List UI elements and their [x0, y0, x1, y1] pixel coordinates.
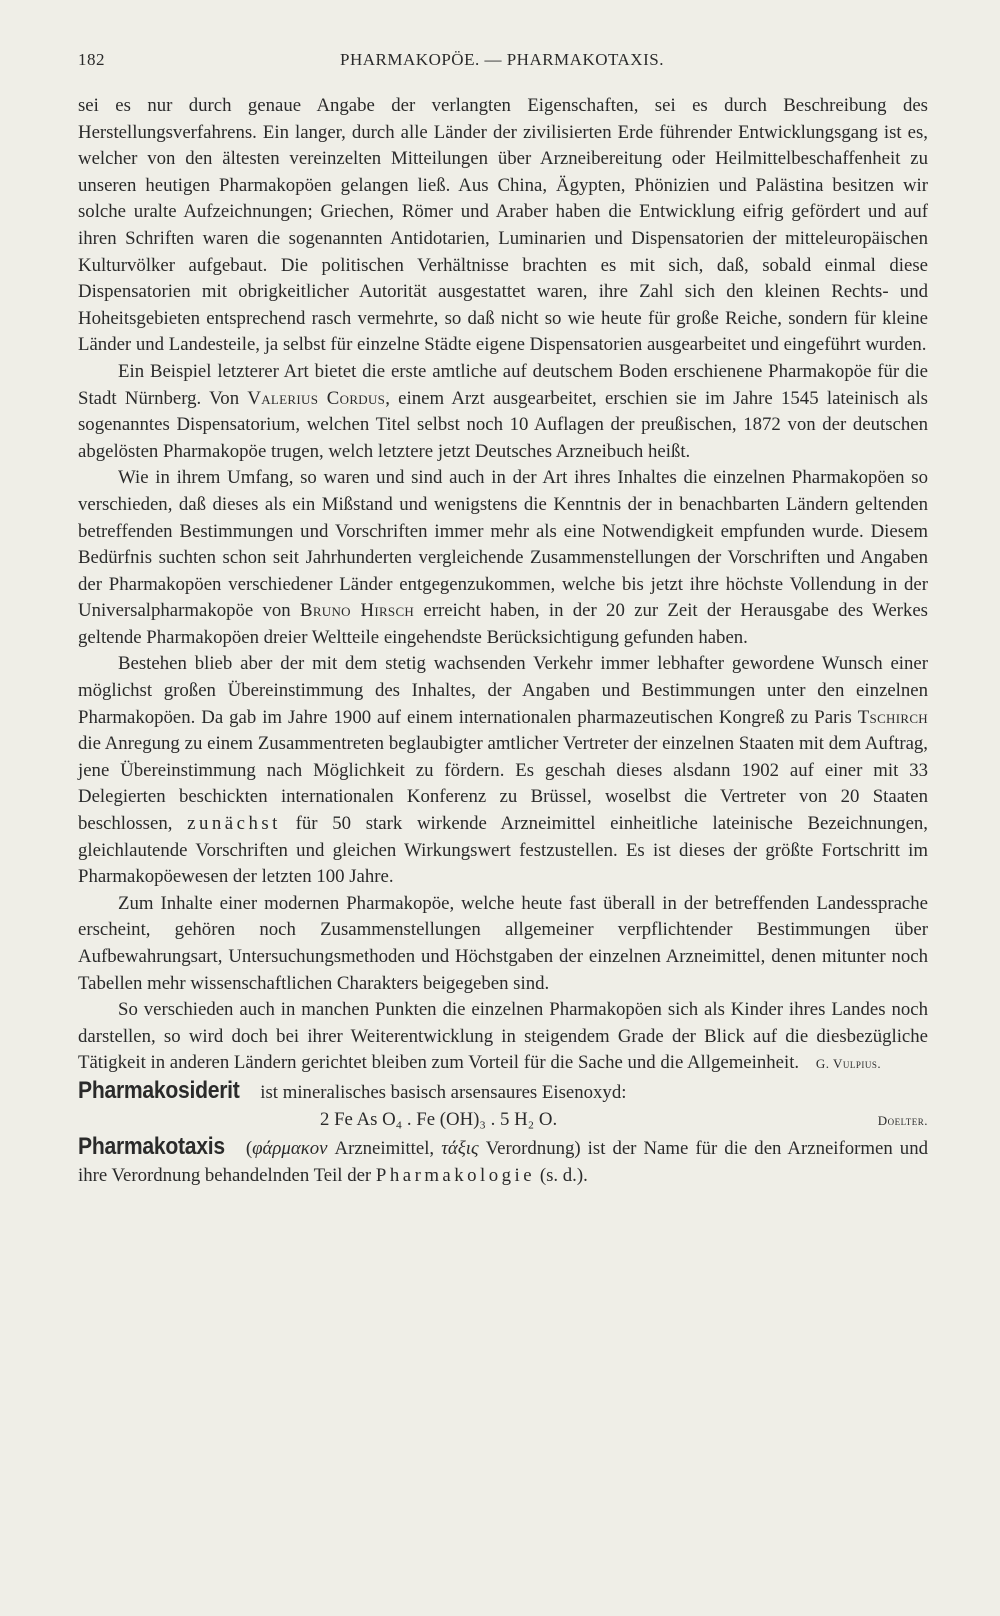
spaced-emphasis: zunächst	[187, 813, 281, 835]
entry-pharmakosiderit	[78, 1078, 928, 1107]
running-header	[78, 50, 926, 76]
paragraph-4-text-a: Bestehen blieb aber der mit dem stetig wachsenden Verkehr immer lebhafter gewordene Wunsch einer möglichst großen Übereinstimmung des Inhaltes, der Angaben und Bestimmungen unter den einzelnen Pharmakopöen. Da gab im Jahre 1900 auf einem internationalen pharmazeutischen Kongreß zu Paris	[78, 653, 928, 728]
paragraph-4	[78, 651, 928, 890]
person-name: Bruno Hirsch	[300, 600, 415, 622]
person-name: Tschirch	[857, 706, 928, 728]
paragraph-1-text: sei es nur durch genaue Angabe der verlangten Eigenschaften, sei es durch Beschreibung des Herstellungsverfahrens. Ein langer, durch alle Länder der zivilisierten Erde führender Entwicklungsgang ist es, welcher von den ältesten vereinzelten Mitteilungen über Arzneibereitung oder Heilmittelbeschaffenheit zu unseren heutigen Pharmakopöen gelangen ließ. Aus China, Ägypten, Phönizien und Palästina besitzen wir solche uralte Aufzeichnungen; Griechen, Römer und Araber haben die Entwicklung eifrig gefördert und auf ihren Schriften waren die sogenannten Antidotarien, Luminarien und Dispensatorien der mitteleuropäischen Kulturvölker aufgebaut. Die politischen Verhältnisse brachten es mit sich, daß, sobald einmal diese Dispensatorien mit obrigkeitlicher Autorität ausgestattet waren, ihre Zahl sich den kleinen Rechts- und Hoheitsgebieten entsprechend rasch vermehrte, so daß nicht so wie heute für große Reiche, sondern für kleine Länder und Landesteile, ja selbst für einzelne Städte eigene Dispensatorien ausgearbeitet und eingeführt wurden.	[78, 95, 928, 356]
chemical-formula: 2 Fe As O₄ . Fe (OH)₃ . 5 H₂ O.	[320, 1108, 558, 1130]
paragraph-5	[78, 891, 928, 997]
paragraph-3-text-a: Wie in ihrem Umfang, so waren und sind auch in der Art ihres Inhaltes die einzelnen Pharmakopöen so verschieden, daß dieses als ein Mißstand und wenigstens die Kenntnis der in benachbarten Ländern geltenden betreffenden Bestimmungen und Vorschriften immer mehr als eine Notwendigkeit empfunden wurde. Diesem Bedürfnis suchten schon seit Jahrhunderten vergleichende Zusammenstellungen der Vorschriften und Angaben der Pharmakopöen verschiedener Länder entgegenzukommen, welche bis jetzt ihre höchste Vollendung in der Universalpharmakopöe von	[78, 467, 928, 622]
greek-word: φάρμακον	[252, 1138, 328, 1160]
paragraph-5-text: Zum Inhalte einer modernen Pharmakopöe, welche heute fast überall in der betreffenden Landessprache erscheint, gehören noch Zusammenstellungen allgemeiner verpflichtender Bestimmungen über Aufbewahrungsart, Untersuchungsmethoden und Höchstgaben der einzelnen Arzneimittel, denen mitunter noch Tabellen mehr wissenschaftlichen Charakters beigegeben sind.	[78, 892, 928, 994]
entry-text: ist mineralisches basisch arsensaures Eisenoxyd:	[260, 1081, 627, 1103]
paragraph-6	[78, 997, 928, 1078]
greek-word: τάξις	[441, 1138, 479, 1160]
paragraph-4-text-c: für 50 stark wirkende Arzneimittel einheitliche lateinische Bezeichnungen, gleichlautende Vorschriften und gleichen Wirkungswert festzustellen. Es ist dieses der größte Fortschritt im Pharmakopöewesen der letzten 100 Jahre.	[78, 813, 928, 888]
paragraph-2-text-b: , einem Arzt ausgearbeitet, erschien sie im Jahre 1545 lateinisch als sogenanntes Dispensatorium, welchen Titel selbst noch 10 Auflagen der preußischen, 1872 von der deutschen abgelösten Pharmakopöe trugen, welch letztere jetzt Deutsches Arzneibuch heißt.	[78, 387, 928, 462]
entry-text: Verordnung) ist der Name für die den Arzneiformen und ihre Verordnung behandelnden Teil der	[78, 1138, 928, 1186]
paragraph-6-text: So verschieden auch in manchen Punkten die einzelnen Pharmakopöen sich als Kinder ihres Landes noch darstellen, so wird doch bei ihrer Weiterentwicklung in steigendem Grade der Blick auf die diesbezügliche Tätigkeit in anderen Ländern gerichtet bleiben zum Vorteil für die Sache und die Allgemeinheit.	[78, 999, 928, 1074]
running-title: PHARMAKOPÖE. — PHARMAKOTAXIS.	[340, 50, 664, 69]
entry-text: Arzneimittel,	[334, 1138, 435, 1160]
paragraph-3-text-b: erreicht haben, in der 20 zur Zeit der Herausgabe des Werkes geltende Pharmakopöen dreier Weltteile eingehendste Berücksichtigung gefunden haben.	[78, 600, 928, 648]
page-number: 182	[78, 50, 105, 69]
entry-keyword: Pharmakosiderit	[78, 1076, 240, 1104]
paragraph-2-text-a: Ein Beispiel letzterer Art bietet die erste amtliche auf deutschem Boden erschienene Pharmakopöe für die Stadt Nürnberg. Von	[78, 360, 928, 409]
paragraph-4-text-b: die Anregung zu einem Zusammentreten beglaubigter amtlicher Vertreter der einzelnen Staaten mit dem Auftrag, jene Übereinstimmung nach Möglichkeit zu fördern. Es geschah dieses alsdann 1902 auf einer mit 33 Delegierten beschickten internationalen Konferenz zu Brüssel, woselbst die Vertreter von 20 Staaten beschlossen,	[78, 733, 928, 835]
open-paren: (	[245, 1138, 253, 1160]
paragraph-1	[78, 93, 928, 359]
entry-keyword: Pharmakotaxis	[78, 1133, 225, 1161]
entry-text: (s. d.).	[539, 1164, 588, 1186]
body-text	[78, 93, 928, 1189]
author-signature: Doelter.	[877, 1112, 928, 1128]
author-signature: G. Vulpius.	[815, 1056, 882, 1072]
paragraph-2	[78, 359, 928, 465]
entry-pharmakotaxis	[78, 1134, 928, 1189]
spaced-emphasis: Pharmakologie	[375, 1164, 536, 1186]
person-name: Valerius Cordus	[247, 387, 386, 409]
formula-line	[78, 1107, 928, 1135]
paragraph-3	[78, 465, 928, 651]
